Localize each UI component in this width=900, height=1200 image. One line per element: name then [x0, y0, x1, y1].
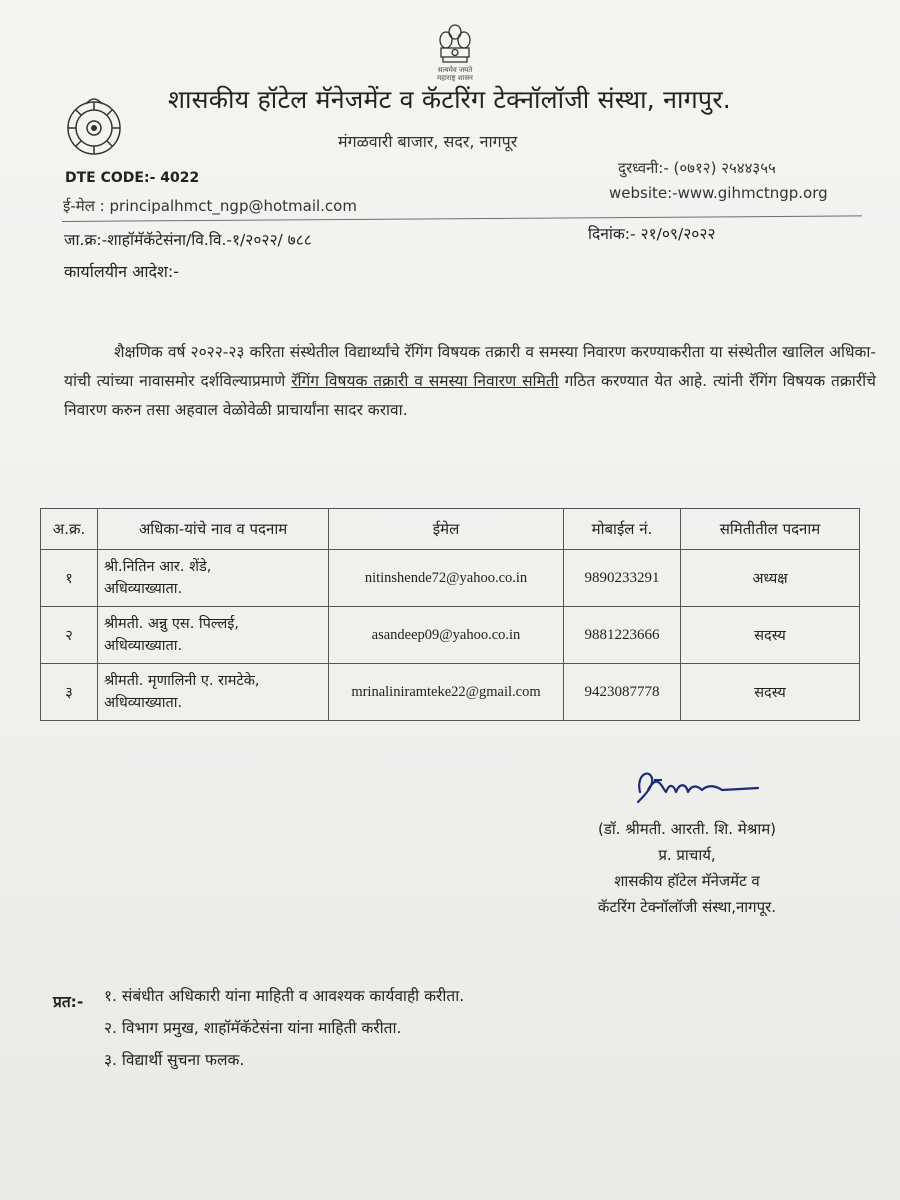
copy-item: ३. विद्यार्थी सुचना फलक.: [104, 1051, 245, 1069]
institute-name: शासकीय हॉटेल मॅनेजमेंट व कॅटरिंग टेक्नॉलॉजी संस्था, नागपुर.: [168, 85, 731, 114]
dte-code: DTE CODE:- 4022: [65, 170, 200, 186]
signatory-org-line2: कॅटरिंग टेक्नॉलॉजी संस्था,नागपूर.: [597, 898, 777, 916]
row-name-cell: [98, 607, 329, 664]
signatory-post: प्र. प्राचार्य,: [658, 846, 716, 864]
member-designation: अधिव्याख्याता.: [104, 695, 183, 711]
committee-members-table: [40, 508, 860, 721]
institute-phone: दुरध्वनी:- (०७१२) २५४४३५५: [618, 159, 776, 177]
paragraph-text-before: शैक्षणिक वर्ष २०२२-२३ करिता संस्थेतील विद्यार्थ्यांचे रॅगिंग विषयक तक्रारी व समस्या निवारण करण्याकरीता या संस्थेतील खालिल अधिका-यांची त्यांच्या नावासमोर दर्शविल्याप्रमाणे: [64, 343, 876, 390]
member-mobile: 9890233291: [564, 550, 681, 607]
row-serial: २: [41, 607, 98, 664]
member-mobile: 9881223666: [564, 607, 681, 664]
handwritten-signature: [618, 762, 778, 810]
paragraph-text-after: गठित करण्यात येत आहे. त्यांनी रॅगिंग विषयक तक्रारींचे निवारण करुन तसा अहवाल वेळोवेळी प्राचार्यांना सादर करावा.: [64, 372, 876, 419]
signatory-org-line1: शासकीय हॉटेल मॅनेजमेंट व: [614, 872, 760, 890]
committee-name: रॅगिंग विषयक तक्रारी व समस्या निवारण समिती: [291, 372, 559, 390]
table-row: [41, 607, 860, 664]
copy-item: २. विभाग प्रमुख, शाहॉमॅकॅटेसंना यांना माहिती करीता.: [104, 1019, 402, 1037]
member-designation: अधिव्याख्याता.: [104, 638, 183, 654]
member-name: श्रीमती. मृणालिनी ए. रामटेके,: [104, 673, 260, 689]
member-name: श्रीमती. अन्नु एस. पिल्लई,: [104, 616, 240, 632]
member-email: asandeep09@yahoo.co.in: [329, 607, 564, 664]
member-name: श्री.नितिन आर. शेंडे,: [104, 559, 212, 575]
table-row: [41, 550, 860, 607]
institute-website: website:-www.gihmctngp.org: [609, 184, 828, 202]
member-email: nitinshende72@yahoo.co.in: [329, 550, 564, 607]
col-header-email: ईमेल: [329, 509, 564, 550]
table-row: [41, 664, 860, 721]
row-serial: ३: [41, 664, 98, 721]
row-serial: १: [41, 550, 98, 607]
copy-item: १. संबंधीत अधिकारी यांना माहिती व आवश्यक कार्यवाही करीता.: [104, 987, 465, 1005]
table-header-row: [41, 509, 860, 550]
institute-logo-icon: [62, 94, 126, 158]
emblem-caption: सत्यमेव जयते महाराष्ट्र शासन: [437, 66, 473, 82]
reference-number: जा.क्र:-शाहॉमॅकॅटेसंना/वि.वि.-१/२०२२/ ७८८: [64, 231, 312, 249]
member-role: सदस्य: [681, 607, 860, 664]
header-divider: [62, 215, 862, 222]
member-mobile: 9423087778: [564, 664, 681, 721]
order-date: दिनांक:- २१/०९/२०२२: [588, 225, 716, 243]
order-paragraph: [64, 338, 876, 425]
signatory-block: [562, 816, 812, 920]
member-email: mrinaliniramteke22@gmail.com: [329, 664, 564, 721]
row-name-cell: [98, 664, 329, 721]
signatory-name: (डॉ. श्रीमती. आरती. शि. मेश्राम): [597, 820, 777, 838]
member-designation: अधिव्याख्याता.: [104, 581, 183, 597]
member-role: सदस्य: [681, 664, 860, 721]
institute-email: ई-मेल : principalhmct_ngp@hotmail.com: [63, 197, 357, 215]
copies-label: प्रत:-: [53, 993, 84, 1011]
col-header-role: समितीतील पदनाम: [681, 509, 860, 550]
row-name-cell: [98, 550, 329, 607]
col-header-name: अधिका-यांचे नाव व पदनाम: [98, 509, 329, 550]
col-header-mobile: मोबाईल नं.: [564, 509, 681, 550]
col-header-serial: अ.क्र.: [41, 509, 98, 550]
order-heading: कार्यालयीन आदेश:-: [64, 262, 179, 281]
institute-address: मंगळवारी बाजार, सदर, नागपूर: [338, 132, 518, 151]
member-role: अध्यक्ष: [681, 550, 860, 607]
